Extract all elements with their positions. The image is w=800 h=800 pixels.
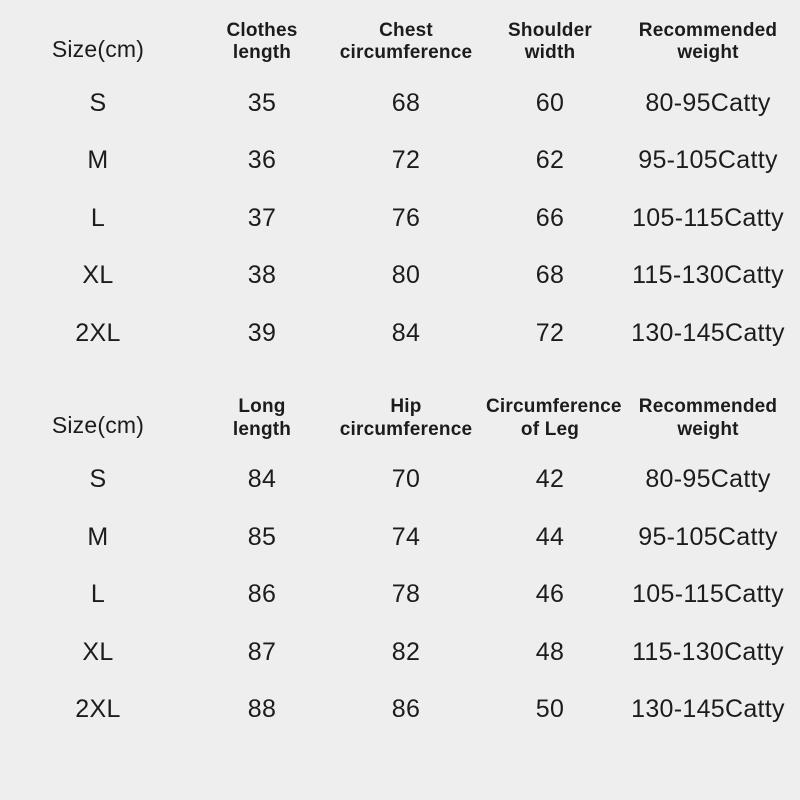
table-row: [0, 190, 800, 248]
cell-hip-circumference: 74: [391, 522, 421, 551]
cell-size: M: [87, 522, 109, 551]
header-chest-circumference-line2: circumference: [339, 42, 473, 64]
table-header-row: [0, 14, 800, 75]
cell-hip-circumference: 86: [391, 695, 421, 724]
table-row: [0, 566, 800, 624]
table-row: [0, 305, 800, 363]
table-row: [0, 509, 800, 567]
cell-recommended-weight: 95-105Catty: [638, 522, 778, 551]
table-header-row: [0, 390, 800, 451]
header-circumference-of-leg-line2: of Leg: [520, 418, 580, 440]
cell-shoulder-width: 62: [535, 146, 565, 175]
cell-circumference-of-leg: 46: [535, 580, 565, 609]
cell-long-length: 87: [247, 637, 277, 666]
cell-clothes-length: 39: [247, 318, 277, 347]
cell-recommended-weight: 130-145Catty: [631, 318, 785, 347]
cell-circumference-of-leg: 42: [535, 465, 565, 494]
cell-chest-circumference: 68: [391, 88, 421, 117]
header-circumference-of-leg-line1: Circumference: [486, 396, 622, 418]
cell-circumference-of-leg: 48: [535, 637, 565, 666]
cell-hip-circumference: 82: [391, 637, 421, 666]
table-row: [0, 132, 800, 190]
cell-circumference-of-leg: 50: [535, 695, 565, 724]
cell-recommended-weight: 105-115Catty: [632, 580, 784, 609]
cell-recommended-weight: 80-95Catty: [645, 465, 771, 494]
header-shoulder-width: [484, 14, 616, 75]
cell-clothes-length: 37: [247, 203, 277, 232]
bottom-size-chart-body: [0, 451, 800, 739]
table-row: [0, 247, 800, 305]
header-hip-circumference-line1: Hip: [390, 396, 422, 418]
cell-shoulder-width: 66: [535, 203, 565, 232]
bottom-size-chart-block: [0, 362, 800, 738]
bottom-size-chart-table: [0, 390, 800, 738]
cell-size: M: [87, 146, 109, 175]
cell-hip-circumference: 70: [391, 465, 421, 494]
cell-recommended-weight: 95-105Catty: [638, 146, 778, 175]
cell-recommended-weight: 105-115Catty: [632, 203, 784, 232]
top-size-chart-block: [0, 0, 800, 362]
cell-clothes-length: 36: [247, 146, 277, 175]
cell-chest-circumference: 76: [391, 203, 421, 232]
cell-hip-circumference: 78: [391, 580, 421, 609]
header-recommended-weight: [616, 14, 800, 75]
header-long-length-line1: Long: [238, 396, 286, 418]
cell-recommended-weight: 80-95Catty: [645, 88, 771, 117]
top-size-chart-header: [0, 14, 800, 75]
table-row: [0, 624, 800, 682]
cell-chest-circumference: 80: [391, 261, 421, 290]
cell-shoulder-width: 72: [535, 318, 565, 347]
header-circumference-of-leg: [484, 390, 622, 451]
header-shoulder-width-line2: width: [524, 42, 576, 64]
cell-size: S: [89, 465, 107, 494]
header-chest-circumference-line1: Chest: [379, 20, 433, 41]
cell-clothes-length: 38: [247, 261, 277, 290]
header-size-line1: Size(cm): [51, 412, 145, 439]
header-size: [0, 14, 196, 75]
top-size-chart-table: [0, 14, 800, 362]
header-hip-circumference-line2: circumference: [339, 418, 473, 440]
header-recommended-weight-line2: weight: [677, 418, 739, 440]
header-size-line1: Size(cm): [51, 35, 145, 62]
cell-recommended-weight: 115-130Catty: [632, 637, 784, 666]
cell-recommended-weight: 130-145Catty: [631, 695, 785, 724]
cell-long-length: 88: [247, 695, 277, 724]
cell-size: L: [90, 580, 106, 609]
header-long-length: [196, 390, 328, 451]
header-recommended-weight: [616, 390, 800, 451]
cell-clothes-length: 35: [247, 88, 277, 117]
header-clothes-length-line2: length: [232, 42, 292, 64]
header-chest-circumference: [328, 14, 484, 75]
header-recommended-weight-line2: weight: [677, 42, 739, 64]
header-clothes-length-line1: Clothes: [226, 20, 298, 41]
cell-size: XL: [82, 261, 114, 290]
cell-long-length: 84: [247, 465, 277, 494]
cell-size: 2XL: [75, 318, 121, 347]
table-row: [0, 681, 800, 739]
cell-recommended-weight: 115-130Catty: [632, 261, 784, 290]
cell-size: S: [89, 88, 107, 117]
header-size: [0, 390, 196, 451]
cell-size: L: [90, 203, 106, 232]
header-shoulder-width-line1: Shoulder: [508, 20, 592, 41]
bottom-size-chart-header: [0, 390, 800, 451]
cell-chest-circumference: 72: [391, 146, 421, 175]
cell-circumference-of-leg: 44: [535, 522, 565, 551]
cell-long-length: 86: [247, 580, 277, 609]
header-clothes-length: [196, 14, 328, 75]
table-row: [0, 451, 800, 509]
cell-size: 2XL: [75, 695, 121, 724]
top-size-chart-body: [0, 75, 800, 363]
cell-size: XL: [82, 637, 114, 666]
header-recommended-weight-line1: Recommended: [638, 396, 778, 418]
table-row: [0, 75, 800, 133]
cell-chest-circumference: 84: [391, 318, 421, 347]
cell-long-length: 85: [247, 522, 277, 551]
header-hip-circumference: [328, 390, 484, 451]
header-recommended-weight-line1: Recommended: [638, 20, 778, 41]
header-long-length-line2: length: [232, 418, 292, 440]
cell-shoulder-width: 60: [535, 88, 565, 117]
cell-shoulder-width: 68: [535, 261, 565, 290]
